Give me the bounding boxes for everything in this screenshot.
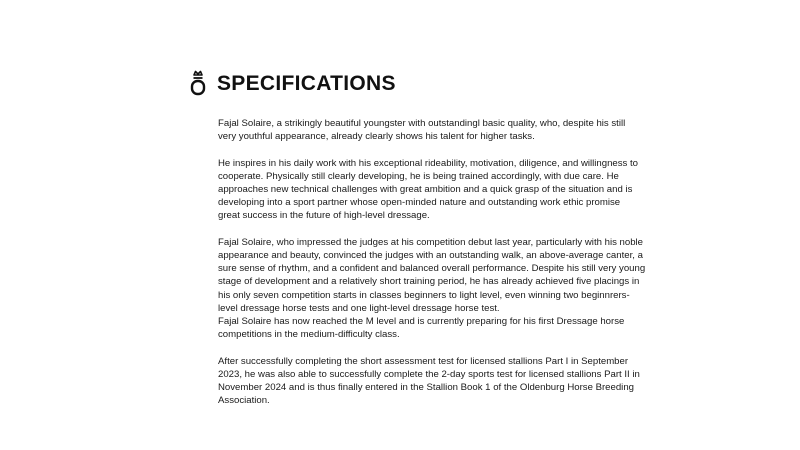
paragraph-competition: Fajal Solaire, who impressed the judges at his competition debut last year, particularly with his noble appearance and beauty, convinced the judges with an outstanding walk, an above-average canter, a sure sense of rhythm, and a confident and balanced overall performance. Despite his still very young stage of development and a relatively short training period, he has already achieved five placings in his only seven competition starts in classes beginners to light level, even winning two beginnrers- level dressage horse tests and one light-level dressage horse test. [218,236,646,314]
paragraph-intro: Fajal Solaire, a strikingly beautiful youngster with outstandingl basic quality, who, despite his still very youthful appearance, already clearly shows his talent for higher tasks. [218,118,626,143]
header [189,70,396,96]
paragraph-training: He inspires in his daily work with his exceptional rideability, motivation, diligence, and willingness to cooperate. Physically still clearly developing, he is being trained accordingly, with due care. He approaches new technical challenges with great ambition and a quick grasp of the situation and is developing into a sport partner whose open-minded nature and outstanding work ethic promise great success in the future of high-level dressage. [218,157,639,222]
paragraph-licensing: After successfully completing the short assessment test for licensed stallions Part I in September 2023, he was also able to successfully complete the 2-day sports test for licensed stallions Part II in November 2024 and is thus finally entered in the Stallion Book 1 of the Oldenburg Horse Breeding Association. [218,355,640,407]
paragraph-m-level: Fajal Solaire has now reached the M level and is currently preparing for his first Dressage horse competitions in the medium-difficulty class. [218,316,625,341]
page-title: SPECIFICATIONS [217,71,396,95]
specifications-body [218,117,658,421]
horse-crown-logo-icon [189,70,207,96]
